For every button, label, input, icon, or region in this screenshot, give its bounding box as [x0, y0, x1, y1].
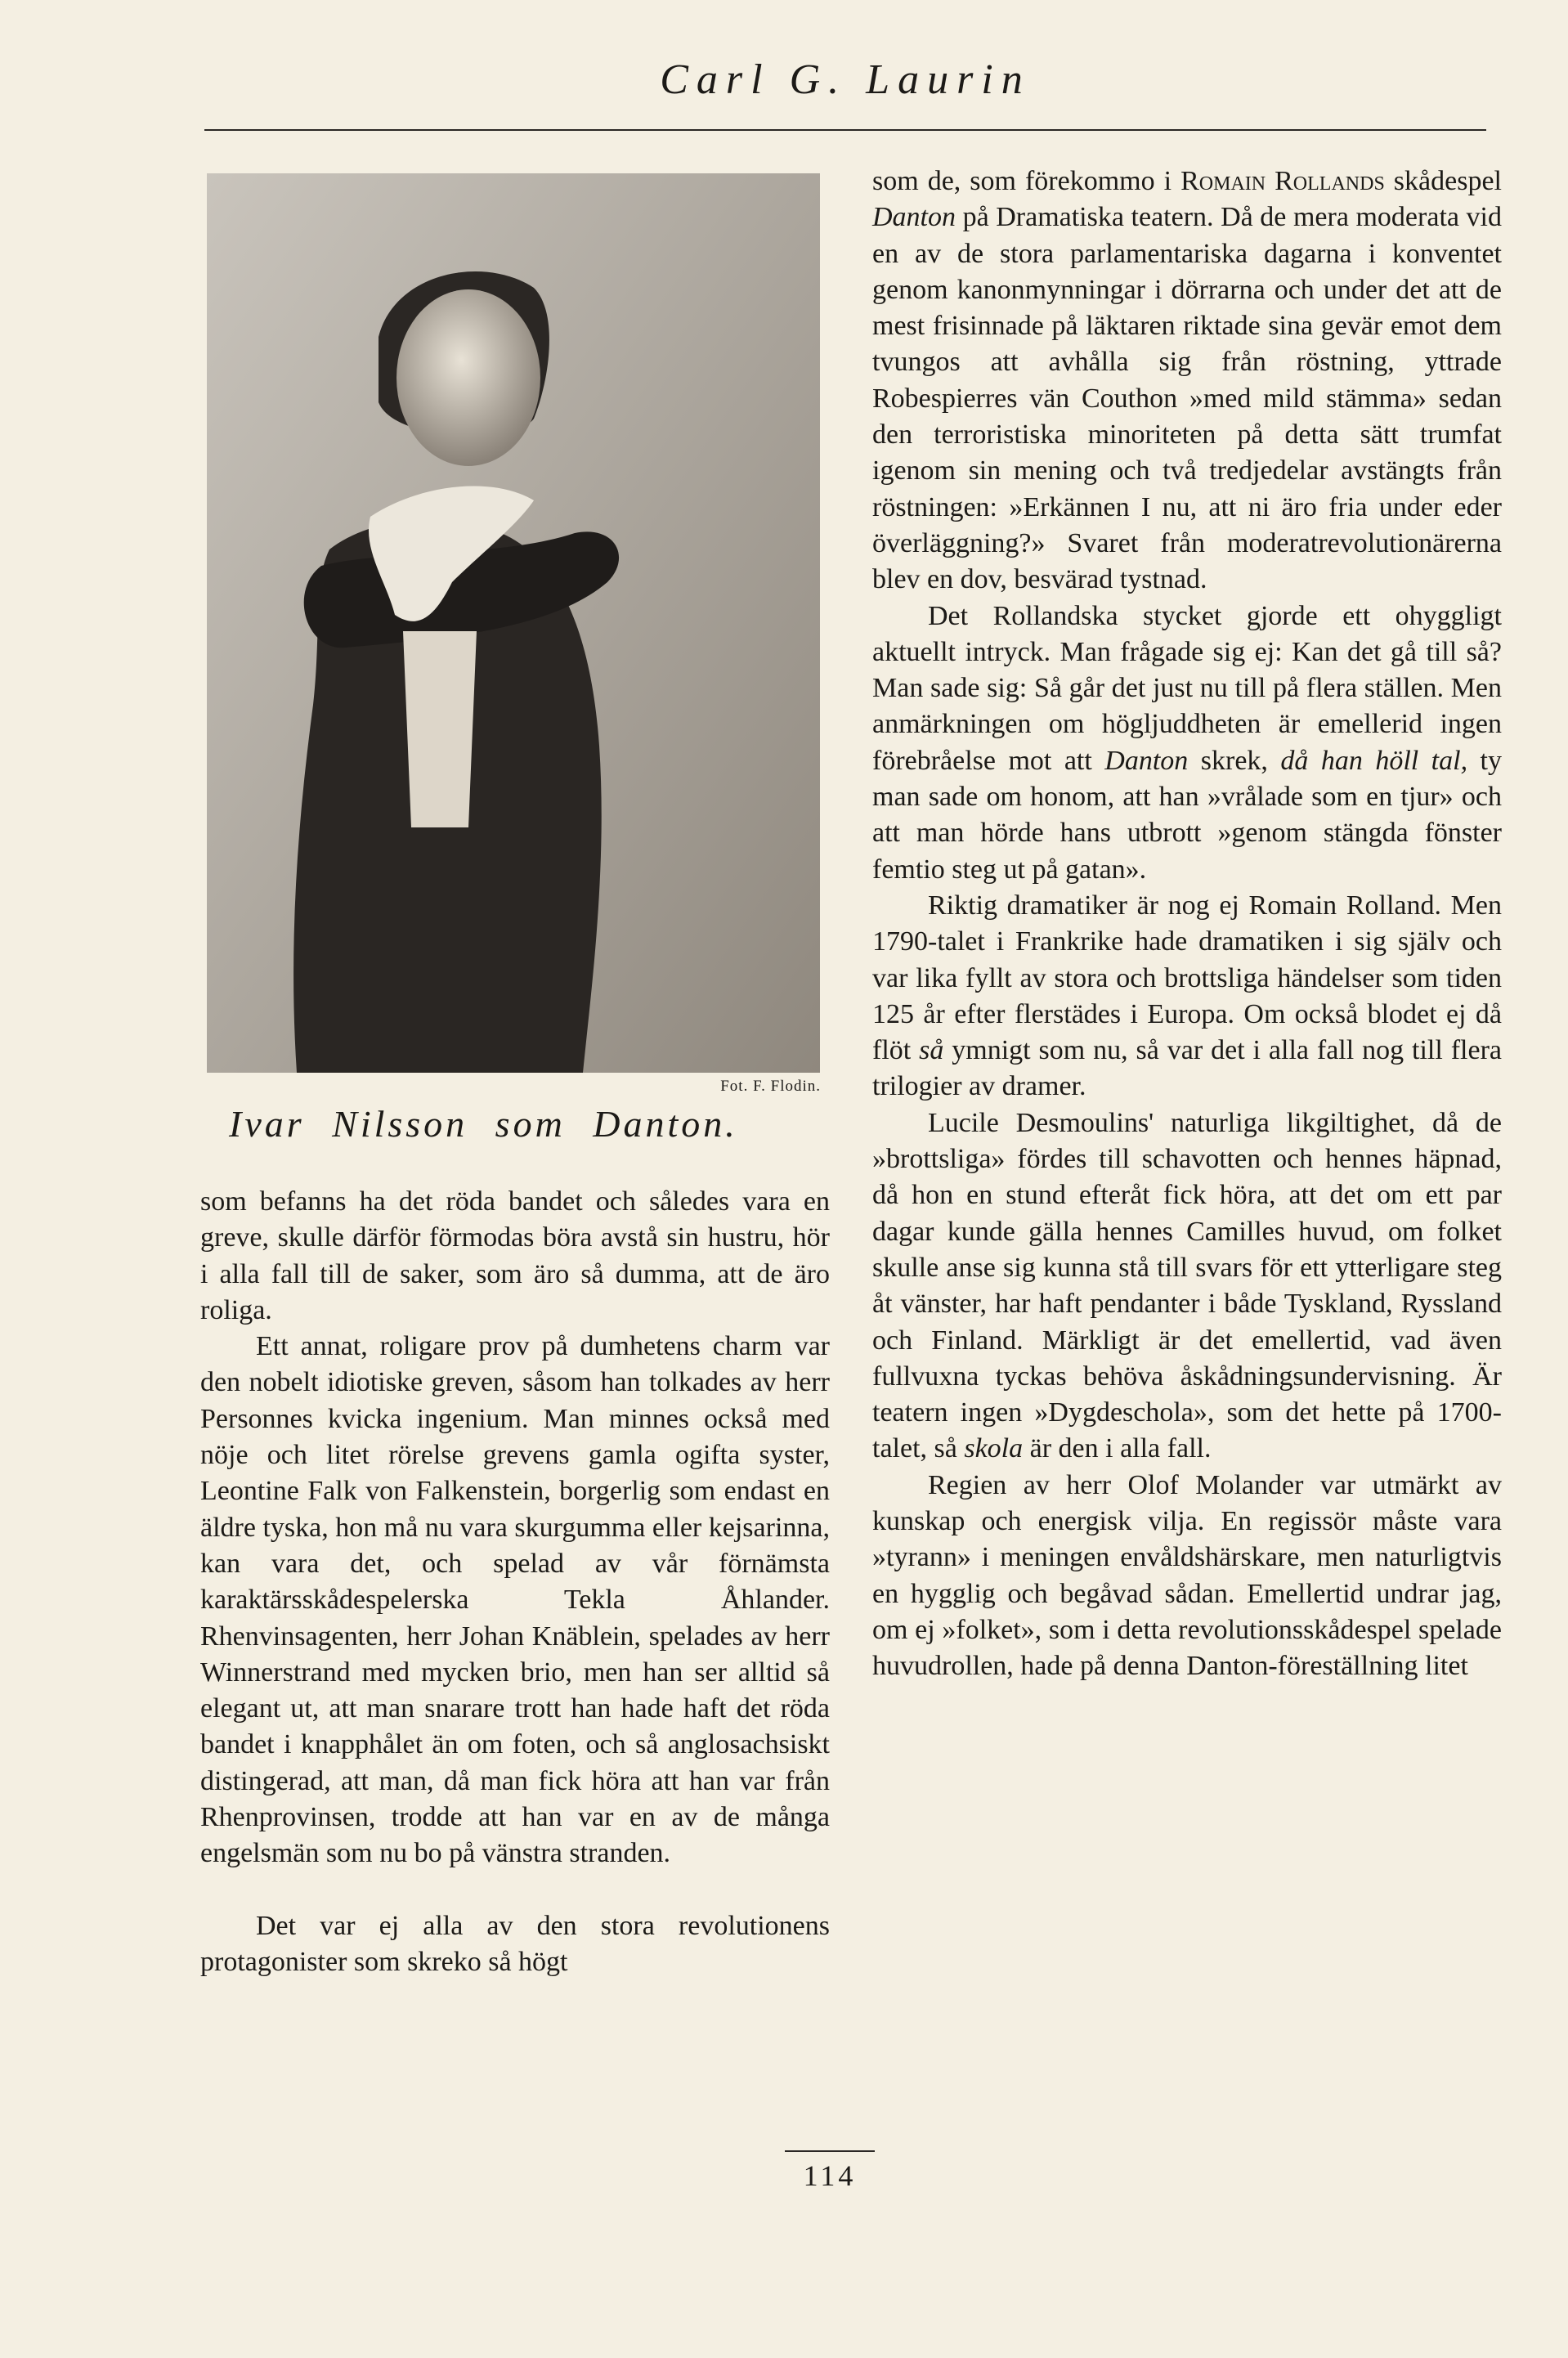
paragraph: Ett annat, roligare prov på dumhetens charm var den nobelt idiotiske greven, såsom han tolkades av herr Personnes kvicka ingenium. Man minnes också med nöje och litet rörelse grevens gamla ogifta syster, Leontine Falk von Falkenstein, borgerlig som endast en äldre tyska, hon må nu vara skurgumma eller kejsarinna, kan vara det, och spelad av vår förnämsta karaktärsskådespelerska Tekla Åhlander. Rhenvinsagenten, herr Johan Knäblein, spelades av herr Winnerstrand med mycken brio, men han ser alltid så elegant ut, att man snarare trott han hade haft det röda bandet i knapphålet än om foten, och så anglosachsiskt distingerad, att man, då man fick höra att han var från Rhenprovinsen, trodde att han var en av de många engelsmän som nu bo på vänstra stranden.: [200, 1331, 830, 1869]
text-run: på Dramatiska teatern. Då de mera moderata vid en av de stora parlamentariska dagarna i konventet genom kanonmynningar i dörrarna och under det att de mest frisinnade på läktaren riktade sina gevär emot dem tvungos att avhålla sig från röstning, yttrade Robespierres vän Couthon »med mild stämma» sedan den terroristiska minoriteten på detta sätt trumfat igenom sin mening och två tredjedelar avstängts från röstningen: »Erkännen I nu, att ni äro fria under eder överläggning?» Svaret från moderatrevolutionärerna blev en dov, besvärad tystnad.: [872, 202, 1502, 595]
paragraph: [872, 164, 1502, 598]
photo-caption: Ivar Nilsson som Danton.: [229, 1103, 738, 1145]
text-run: ty man sade om honom, att han »vrålade som en tjur» och att man hörde hans utbrott »genom stängda fönster femtio steg ut på gatan».: [872, 745, 1502, 885]
author-name: Romain Rollands: [1180, 166, 1385, 196]
running-header: Carl G. Laurin: [660, 56, 1031, 103]
actor-portrait: [207, 173, 820, 1073]
page-number: 114: [803, 2159, 857, 2192]
text-run: skådespel: [1384, 166, 1502, 196]
text-run: är den i alla fall.: [1023, 1433, 1212, 1464]
emphasis: då han höll tal,: [1280, 745, 1468, 776]
emphasis: skola: [964, 1433, 1024, 1464]
paragraph: Det var ej alla av den stora revolutionens protagonister som skreko så högt: [200, 1910, 830, 1977]
paragraph: [872, 888, 1502, 1105]
text-run: Det Rollandska stycket gjorde ett ohyggligt aktuellt intryck. Man frågade sig ej: Kan det gå till så? Man sade sig: Så går det just nu till på flera ställen. Men anmärkningen om högljuddheten är emellerid ingen förebråelse mot att: [872, 600, 1502, 776]
paragraph: [872, 598, 1502, 888]
play-title: Danton: [1104, 745, 1189, 776]
photo-credit: Fot. F. Flodin.: [720, 1078, 821, 1095]
paragraph: som befanns ha det röda bandet och således vara en greve, skulle därför förmodas böra avstå sin hustru, hör i alla fall till de saker, som äro så dumma, att de äro roliga.: [200, 1186, 830, 1325]
paragraph: Regien av herr Olof Molander var utmärkt av kunskap och energisk vilja. En regissör måste vara »tyrann» i meningen envåldshärskare, men naturligtvis en hygglig och begåvad sådan. Emellertid undrar jag, om ej »folket», som i detta revolutionsskådespel spelade huvudrollen, hade på denna Danton-föreställning litet: [872, 1469, 1502, 1682]
emphasis: så: [919, 1035, 944, 1066]
text-run: ymnigt som nu, så var det i alla fall nog till flera trilogier av dramer.: [872, 1035, 1502, 1102]
waistcoat-shape: [403, 631, 477, 827]
text-run: Riktig dramatiker är nog ej Romain Rolland. Men 1790-talet i Frankrike hade dramatiken i sig själv och var lika fyllt av stora och brottsliga händelser som tiden 125 år efter flerstädes i Europa. Om också blodet ej då flöt: [872, 890, 1502, 1066]
photograph: [207, 173, 820, 1073]
right-column: [872, 164, 1502, 1684]
left-column: [200, 1184, 830, 1980]
play-title: Danton: [872, 202, 956, 233]
text-run: som de, som förekommo i: [872, 166, 1181, 196]
text-run: Lucile Desmoulins' naturliga likgiltighet, då de »brottsliga» fördes till schavotten och hennes häpnad, då hon en stund efteråt fick höra, att det om ett par dagar kunde gälla hennes Camilles huvud, om folket skulle anse sig kunna stå till svars för ett ytterligare steg åt vänster, har haft pendanter i både Tyskland, Ryssland och Finland. Märkligt är det emellertid, vad även fullvuxna tyckas behöva åskådningsundervisning. Är teatern ingen »Dygdeschola», som det hette på 1700-talet, så: [872, 1107, 1502, 1464]
header-rule: [204, 129, 1486, 131]
footer-rule: [785, 2150, 875, 2152]
face-shape: [396, 289, 540, 466]
text-run: skrek,: [1188, 745, 1281, 776]
paragraph: [872, 1105, 1502, 1468]
